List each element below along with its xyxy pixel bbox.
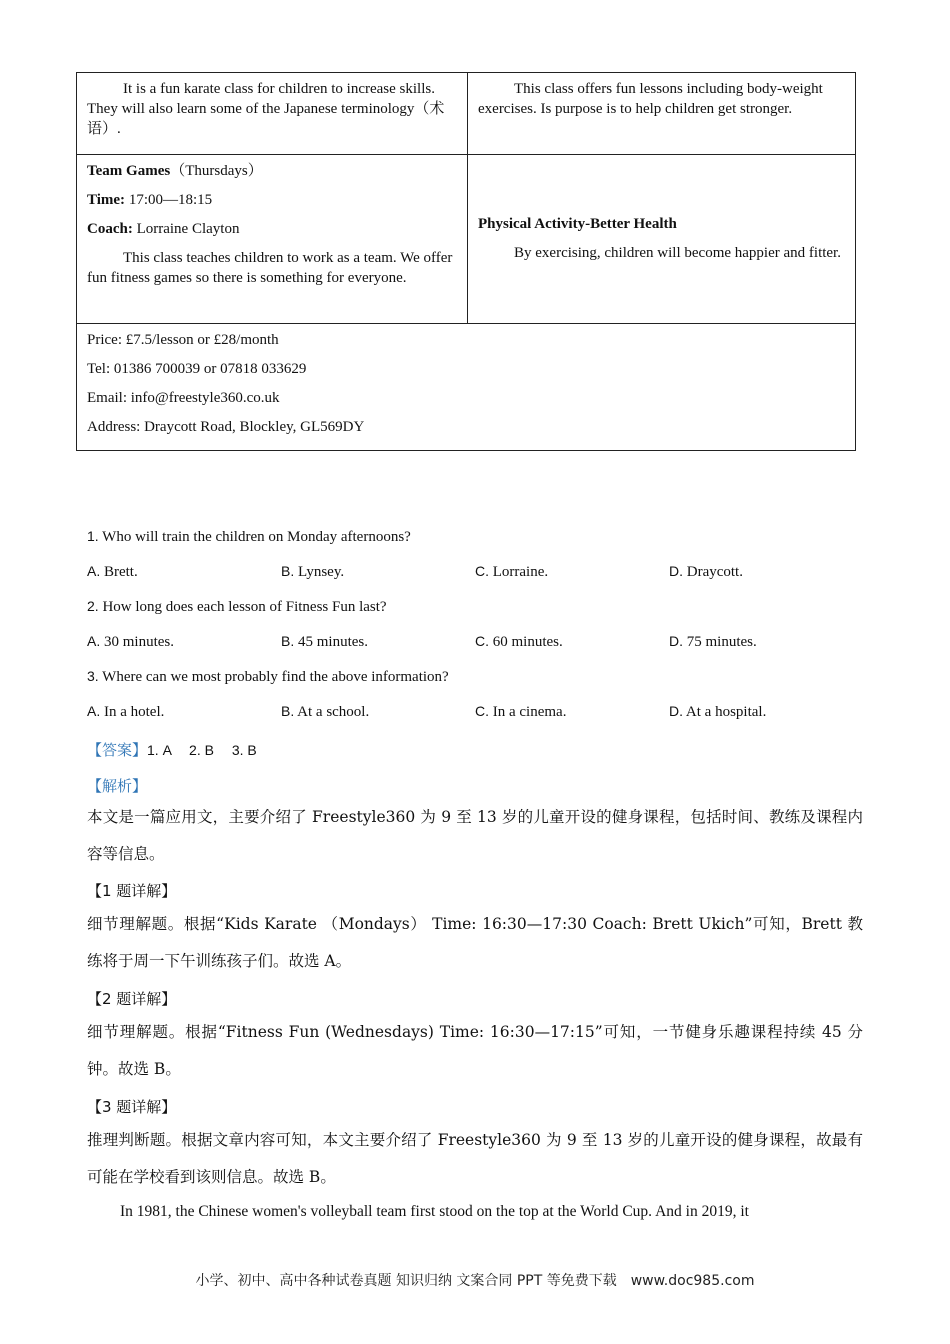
tel-line: Tel: 01386 700039 or 07818 033629 [87, 361, 307, 377]
option-b[interactable]: B. 45 minutes. [281, 633, 368, 650]
fitness-description: This class offers fun lessons including body-weight exercises. Is purpose is to help children get stronger. [478, 81, 823, 117]
time-label: Time: [87, 192, 126, 208]
q1-detail-heading: 【1 题详解】 [87, 882, 177, 900]
team-games-description: This class teaches children to work as a team. We offer fun fitness games so there is something for everyone. [87, 250, 453, 286]
q3-detail-heading: 【3 题详解】 [87, 1098, 177, 1116]
next-passage-text: In 1981, the Chinese women's volleyball team first stood on the top at the World Cup. And in 2019, it [120, 1203, 749, 1220]
option-a[interactable]: A. 30 minutes. [87, 633, 174, 650]
question-3: 3. Where can we most probably find the above information? [87, 668, 449, 685]
question-2: 2. How long does each lesson of Fitness Fun last? [87, 598, 387, 615]
team-games-cell [77, 155, 468, 324]
email-line: Email: info@freestyle360.co.uk [87, 390, 280, 406]
class-info-table [76, 72, 856, 451]
q1-detail-body: 细节理解题。根据“Kids Karate （Mondays） Time: 16:30—17:30 Coach: Brett Ukich”可知，Brett 教练将于周一下午训练孩子们。故选 A。 [87, 915, 863, 970]
q2-detail-body: 细节理解题。根据“Fitness Fun (Wednesdays) Time: 16:30—17:15”可知，一节健身乐趣课程持续 45 分钟。故选 B。 [87, 1023, 863, 1078]
contact-cell [77, 324, 856, 451]
q2-detail-heading: 【2 题详解】 [87, 990, 177, 1008]
karate-cell [77, 73, 468, 155]
analysis-label: 【解析】 [87, 779, 148, 795]
question-1: 1. Who will train the children on Monday afternoons? [87, 528, 411, 545]
team-games-coach: Lorraine Clayton [132, 221, 240, 237]
address-line: Address: Draycott Road, Blockley, GL569DY [87, 419, 365, 435]
karate-description: It is a fun karate class for children to increase skills. They will also learn some of the Japanese terminology（术语）. [87, 81, 445, 137]
option-a[interactable]: A. Brett. [87, 563, 138, 580]
option-b[interactable]: B. At a school. [281, 703, 370, 720]
answer-label: 【答案】 [87, 743, 148, 759]
team-games-title-line [87, 161, 457, 181]
q3-detail-body: 推理判断题。根据文章内容可知，本文主要介绍了 Freestyle360 为 9 至 13 岁的儿童开设的健身课程，故最有可能在学校看到该则信息。故选 B。 [87, 1131, 863, 1186]
coach-label: Coach: [87, 221, 133, 237]
physical-activity-title: Physical Activity-Better Health [478, 215, 677, 232]
team-games-time-line [87, 190, 457, 210]
option-d[interactable]: D. At a hospital. [669, 703, 767, 720]
team-games-day: （Thursdays） [170, 163, 263, 179]
price-line: Price: £7.5/lesson or £28/month [87, 332, 279, 348]
option-c[interactable]: C. Lorraine. [475, 563, 549, 580]
physical-activity-description: By exercising, children will become happier and fitter. [514, 244, 841, 261]
option-d[interactable]: D. 75 minutes. [669, 633, 757, 650]
team-games-time: 17:00—18:15 [125, 192, 213, 208]
physical-activity-cell [468, 155, 856, 324]
analysis-summary: 本文是一篇应用文，主要介绍了 Freestyle360 为 9 至 13 岁的儿童开设的健身课程，包括时间、教练及课程内容等信息。 [87, 808, 863, 863]
option-a[interactable]: A. In a hotel. [87, 703, 165, 720]
option-d[interactable]: D. Draycott. [669, 563, 743, 580]
footer-text: 小学、初中、高中各种试卷真题 知识归纳 文案合同 PPT 等免费下载 www.doc985.com [195, 1273, 755, 1289]
option-c[interactable]: C. In a cinema. [475, 703, 567, 720]
team-games-coach-line [87, 219, 457, 239]
team-games-title: Team Games [87, 163, 171, 179]
option-c[interactable]: C. 60 minutes. [475, 633, 563, 650]
answer-value: 1. A 2. B 3. B [147, 742, 257, 758]
option-b[interactable]: B. Lynsey. [281, 563, 345, 580]
fitness-cell [468, 73, 856, 155]
answer-line [87, 739, 257, 760]
